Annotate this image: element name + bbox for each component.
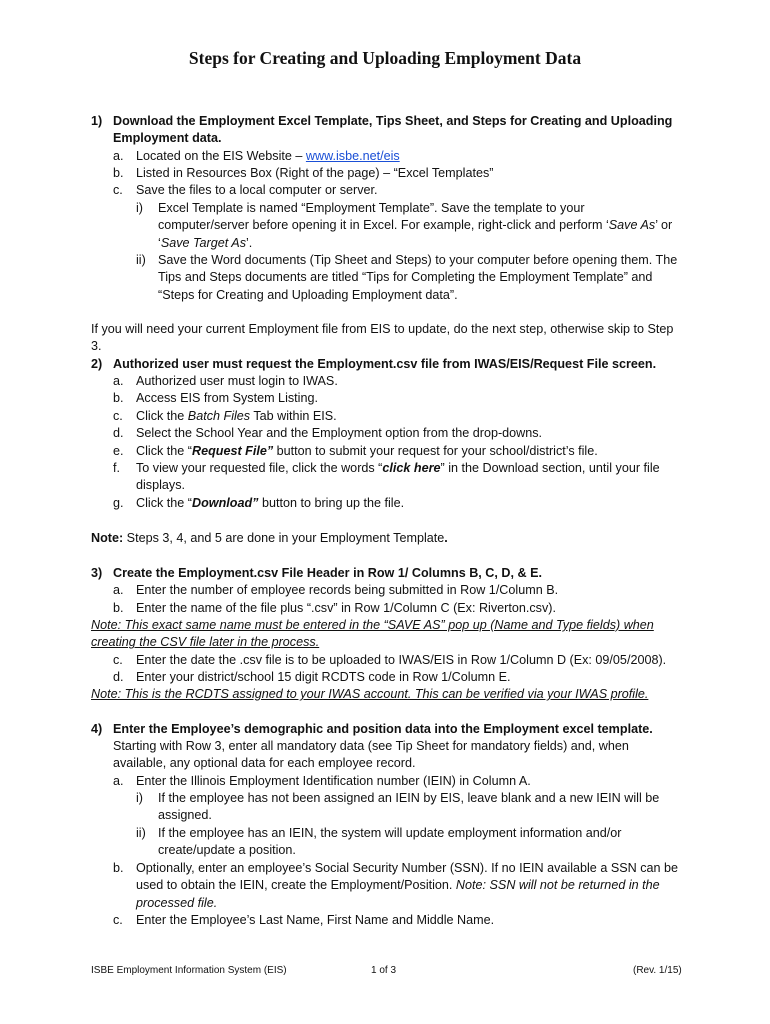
list-marker: c. [113, 653, 123, 667]
note-italic: Note: This is the RCDTS assigned to your IWAS account. This can be verified via your IWAS profile. [91, 687, 649, 701]
item-text: To view your requested file, click the words “ [136, 461, 383, 475]
list-item [136, 460, 681, 495]
list-marker: b. [113, 861, 124, 875]
list-item: Enter the number of employee records being submitted in Row 1/Column B. [136, 583, 559, 597]
list-marker: ii) [136, 253, 146, 267]
list-item [136, 408, 681, 425]
item-text: Click the “ [136, 496, 192, 510]
item-text: ’ or ‘ [158, 218, 673, 250]
section-heading: Create the Employment.csv File Header in Row 1/ Columns B, C, D, & E. [113, 566, 542, 580]
list-item [158, 200, 678, 252]
item-italic: Save Target As [160, 235, 246, 250]
list-item: Access EIS from System Listing. [136, 391, 318, 405]
section-number: 1) [91, 114, 103, 128]
item-text: button to bring up the file. [258, 496, 405, 510]
list-item: Enter the Illinois Employment Identification number (IEIN) in Column A. [136, 774, 531, 788]
item-italic: Save As [608, 218, 656, 233]
list-marker: d. [113, 670, 124, 684]
section-number: 2) [91, 357, 103, 371]
list-item: Enter the Employee’s Last Name, First Name and Middle Name. [136, 913, 495, 927]
section-heading: Authorized user must request the Employment.csv file from IWAS/EIS/Request File screen. [113, 357, 657, 371]
list-marker: e. [113, 444, 124, 458]
list-marker: b. [113, 391, 124, 405]
list-item: Listed in Resources Box (Right of the page) – “Excel Templates” [136, 166, 494, 180]
list-marker: g. [113, 496, 124, 510]
item-text: Excel Template is named “Employment Template”. Save the template to your computer/server before opening it in Excel. For example, right-click and perform ‘ [158, 201, 609, 233]
note-text: Steps 3, 4, and 5 are done in your Employment Template [123, 531, 445, 545]
list-marker: c. [113, 913, 123, 927]
list-marker: i) [136, 791, 143, 805]
list-item [136, 148, 681, 165]
item-italic: Note: SSN will not be returned in the processed file. [136, 878, 660, 910]
footer-revision: (Rev. 1/15) [633, 965, 682, 976]
list-item: Authorized user must login to IWAS. [136, 374, 338, 388]
list-item: Save the Word documents (Tip Sheet and Steps) to your computer before opening them. The Tips and Steps documents are titled “Tips for Completing the Employment Template” and “Steps for Creating and Uploading Employment data”. [158, 253, 678, 302]
list-item [136, 860, 681, 912]
footer-left: ISBE Employment Information System (EIS) [91, 965, 287, 976]
section-number: 3) [91, 566, 103, 580]
item-text: Click the “ [136, 444, 192, 458]
item-text: Click the [136, 409, 188, 423]
item-italic: Batch Files [187, 409, 251, 423]
document-title: Steps for Creating and Uploading Employment Data [188, 48, 582, 68]
list-item: Enter the name of the file plus “.csv” in Row 1/Column C (Ex: Riverton.csv). [136, 601, 556, 615]
list-item: Enter your district/school 15 digit RCDTS code in Row 1/Column E. [136, 670, 511, 684]
list-marker: b. [113, 166, 124, 180]
list-marker: f. [113, 461, 120, 475]
list-marker: a. [113, 149, 124, 163]
item-text: Optionally, enter an employee’s Social Security Number (SSN). If no IEIN available a SSN can be used to obtain the IEIN, create the Employment/Position. [136, 861, 679, 893]
note-label: Note: [91, 531, 124, 545]
section-heading: Download the Employment Excel Template, Tips Sheet, and Steps for Creating and Uploading Employment data. [113, 114, 673, 146]
list-marker: d. [113, 426, 124, 440]
item-emphasis: Download” [191, 496, 259, 510]
item-text: Located on the EIS Website – [136, 149, 306, 163]
list-marker: c. [113, 409, 123, 423]
section-number: 4) [91, 722, 103, 736]
footer-page-number: 1 of 3 [371, 965, 397, 976]
list-item [136, 495, 681, 512]
list-item: If the employee has an IEIN, the system will update employment information and/or create/update a position. [158, 826, 622, 858]
list-item: Save the files to a local computer or server. [136, 183, 378, 197]
item-text: ” in the Download section, until your file displays. [136, 461, 660, 493]
item-text: ’. [246, 235, 253, 250]
list-item [136, 443, 681, 460]
list-marker: a. [113, 774, 124, 788]
skip-paragraph: If you will need your current Employment file from EIS to update, do the next step, otherwise skip to Step 3. [91, 322, 674, 354]
list-marker: i) [136, 201, 143, 215]
list-item: If the employee has not been assigned an IEIN by EIS, leave blank and a new IEIN will be assigned. [158, 791, 660, 823]
list-marker: c. [113, 183, 123, 197]
section-heading: Enter the Employee’s demographic and position data into the Employment excel template. [113, 722, 653, 736]
eis-website-link[interactable]: www.isbe.net/eis [305, 149, 400, 163]
note-paragraph [91, 530, 681, 547]
list-item: Select the School Year and the Employment option from the drop-downs. [136, 426, 543, 440]
list-marker: ii) [136, 826, 146, 840]
list-marker: a. [113, 583, 124, 597]
item-emphasis: Request File” [191, 444, 274, 458]
list-marker: a. [113, 374, 124, 388]
item-text: Tab within EIS. [250, 409, 337, 423]
item-emphasis: click here [382, 461, 441, 475]
list-item: Enter the date the .csv file is to be uploaded to IWAS/EIS in Row 1/Column D (Ex: 09/05/2008). [136, 653, 667, 667]
list-marker: b. [113, 601, 124, 615]
note-text: . [444, 531, 448, 545]
note-italic: Note: This exact same name must be entered in the “SAVE AS” pop up (Name and Type fields) when creating the CSV file later in the process. [91, 618, 654, 650]
section-intro: Starting with Row 3, enter all mandatory data (see Tip Sheet for mandatory fields) and, when available, any optional data for each employee record. [113, 739, 629, 771]
item-text: button to submit your request for your school/district’s file. [273, 444, 598, 458]
